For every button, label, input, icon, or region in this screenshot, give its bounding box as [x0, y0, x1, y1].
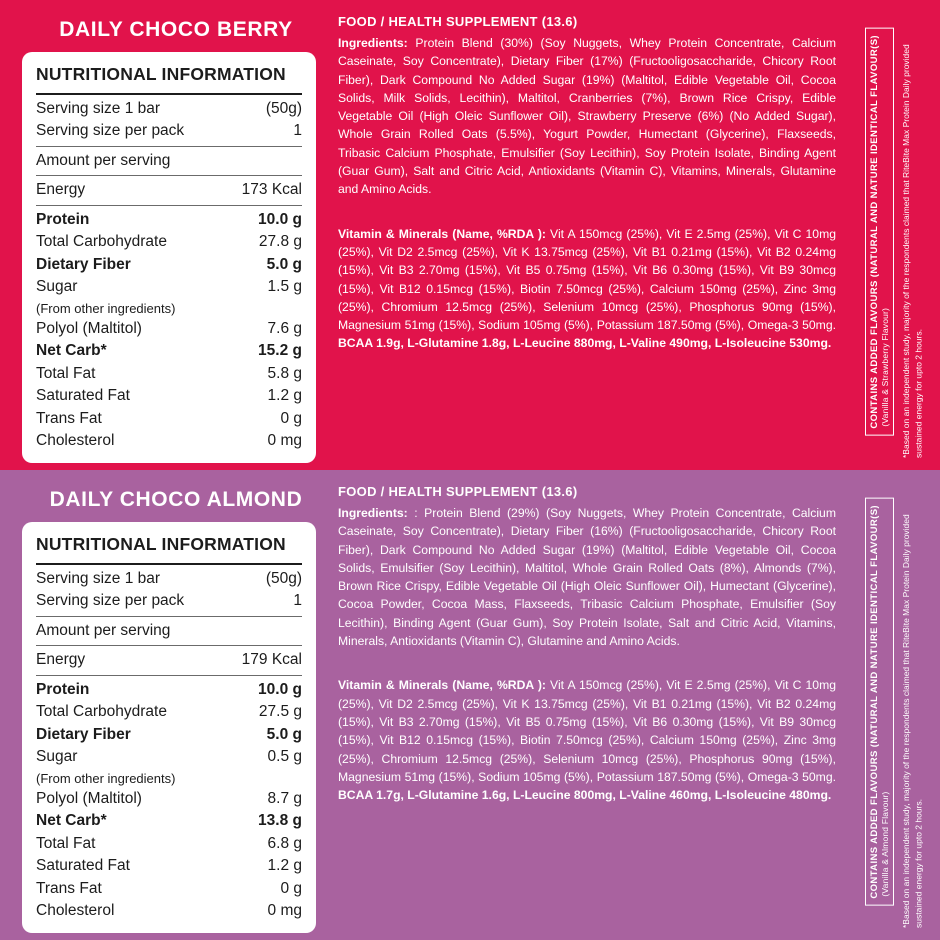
- nutrition-row-value: 27.8 g: [258, 233, 302, 251]
- nutrition-heading: NUTRITIONAL INFORMATION: [36, 64, 286, 84]
- nutrition-row-label: Net Carb*: [36, 812, 107, 830]
- nutrition-row-value: 0 mg: [267, 902, 302, 920]
- footnote: *Based on an independent study, majority of the respondents claimed that RiteBite Max Protein Daily provided sustained energy for upto 2 hours.: [901, 514, 924, 928]
- nutrition-row: [36, 430, 302, 452]
- flavour-note-title: CONTAINS ADDED FLAVOURS (NATURAL AND NATURE IDENTICAL FLAVOUR(S): [869, 505, 880, 899]
- nutrition-row-label: Energy: [36, 651, 86, 669]
- nutrition-card: [22, 522, 316, 933]
- nutrition-row: [36, 209, 302, 231]
- nutrition-row-label: Energy: [36, 181, 86, 199]
- divider: [36, 645, 302, 646]
- nutrition-row-label: Polyol (Maltitol): [36, 319, 142, 337]
- nutrition-row-value: 0.5 g: [267, 748, 302, 766]
- nutrition-row-label: Sugar: [36, 278, 78, 296]
- product-title: DAILY CHOCO ALMOND: [49, 488, 303, 511]
- nutrition-row-value: 1.2 g: [267, 387, 302, 405]
- nutrition-row-label: Serving size 1 bar: [36, 570, 161, 587]
- nutrition-row: [36, 150, 302, 172]
- nutrition-row-label: (From other ingredients): [36, 300, 176, 316]
- ingredients-label: Ingredients:: [338, 506, 408, 520]
- bcaa-text: BCAA 1.7g, L-Glutamine 1.6g, L-Leucine 800mg, L-Valine 460mg, L-Isoleucine 480mg.: [338, 788, 832, 803]
- nutrition-row-label: Serving size per pack: [36, 592, 185, 610]
- nutrition-row: [36, 98, 302, 120]
- nutrition-row-value: 8.7 g: [267, 789, 302, 807]
- nutrition-row-value: 10.0 g: [258, 680, 302, 698]
- vitamins-label: Vitamin & Minerals (Name, %RDA ):: [338, 226, 546, 241]
- nutrition-row-label: Sugar: [36, 748, 78, 766]
- nutrition-row-label: Amount per serving: [36, 151, 171, 169]
- nutrition-row: [36, 363, 302, 385]
- nutrition-row: [36, 340, 302, 362]
- nutrition-row: [36, 855, 302, 877]
- nutrition-row-value: 27.5 g: [258, 703, 302, 721]
- nutrition-row-value: 1.5 g: [267, 278, 302, 296]
- nutrition-row-value: 13.8 g: [258, 812, 302, 830]
- nutrition-row-label: Total Fat: [36, 834, 96, 852]
- nutrition-row-label: Serving size 1 bar: [36, 100, 161, 117]
- nutrition-row: [36, 318, 302, 340]
- vitamins-text: Vit A 150mcg (25%), Vit E 2.5mg (25%), Vit C 10mg (25%), Vit D2 2.5mcg (25%), Vit K 13.75mcg (25%), Vit B1 0.21mg (15%), Vit B2 0.24mg (15%), Vit B3 2.70mg (15%), Vit B5 0.75mg (15%), Vit B6 0.30mg (15%), Vit B9 30mcg (15%), Vit B12 0.15mcg (15%), Biotin 7.50mcg (25%), Calcium 150mg (25%), Zinc 3mg (25%), Chromium 12.5mcg (25%), Selenium 10mcg (25%), Phosphorus 90mg (15%), Magnesium 51mg (15%), Sodium 105mg (5%), Potassium 187.50mg (5%), Omega-3 50mg.: [338, 226, 837, 333]
- nutrition-row: [36, 620, 302, 642]
- flavour-note-box: [865, 28, 894, 436]
- divider: [36, 175, 302, 176]
- nutrition-row-value: 10.0 g: [258, 210, 302, 228]
- ingredients-text: Protein Blend (30%) (Soy Nuggets, Whey Protein Concentrate, Calcium Caseinate, Soy Concentrate), Dietary Fiber (17%) (Fructooligosaccharide, Chicory Root Fiber), Dark Compound No Added Sugar (19%) (Maltitol, Edible Vegetable Oil, Cocoa Solids, Milk Solids, Lecithin), Maltitol, Cranberries (7%), Brown Rice Crispy, Edible Vegetable Oil (High Oleic Sunflower Oil), Strawberry Preserve (6%) (No Added Sugar), Whole Grain Rolled Oats (5.5%), Yogurt Powder, Humectant (Glycerine), Flaxseeds, Tribasic Calcium Phosphate, Emulsifier (Soy Lecithin), Soy Protein Isolate, Binding Agent (Guar Gum), Salt and Citric Acid, Antioxidants (Vitamin C), Vitamins, Minerals, Glutamine and Amino Acids.: [338, 36, 837, 197]
- flavour-note-sub: (Vanilla & Almond Flavour): [880, 791, 890, 897]
- nutrition-row: [36, 299, 302, 318]
- nutrition-row-value: 5.0 g: [266, 255, 302, 273]
- nutrition-row-value: (50g): [265, 100, 302, 117]
- flavour-note-sub: (Vanilla & Strawberry Flavour): [880, 307, 890, 427]
- nutrition-row-label: Cholesterol: [36, 902, 115, 920]
- nutrition-row-label: Trans Fat: [36, 879, 102, 897]
- left-column: [10, 480, 330, 930]
- nutrition-row: [36, 276, 302, 298]
- nutrition-row-value: 0 g: [280, 879, 302, 897]
- nutrition-row: [36, 408, 302, 430]
- nutrition-row: [36, 833, 302, 855]
- nutrition-heading: NUTRITIONAL INFORMATION: [36, 534, 286, 554]
- nutrition-row-label: Saturated Fat: [36, 857, 130, 875]
- nutrition-row: [36, 231, 302, 253]
- ingredients-paragraph: [338, 34, 836, 199]
- nutrition-row: [36, 769, 302, 788]
- nutrition-row: [36, 679, 302, 701]
- ingredients-paragraph: [338, 504, 836, 650]
- nutrition-row-value: 179 Kcal: [241, 651, 302, 669]
- nutrition-row-value: 173 Kcal: [241, 181, 302, 199]
- bcaa-text: BCAA 1.9g, L-Glutamine 1.8g, L-Leucine 880mg, L-Valine 490mg, L-Isoleucine 530mg.: [338, 336, 832, 351]
- vitamins-text: Vit A 150mcg (25%), Vit E 2.5mg (25%), Vit C 10mg (25%), Vit D2 2.5mcg (25%), Vit K 13.75mcg (25%), Vit B1 0.21mg (15%), Vit B2 0.24mg (15%), Vit B3 2.70mg (15%), Vit B5 0.75mg (15%), Vit B6 0.30mg (15%), Vit B9 30mcg (15%), Vit B12 0.15mcg (15%), Biotin 7.50mcg (25%), Calcium 150mg (25%), Zinc 3mg (25%), Chromium 12.5mcg (25%), Selenium 10mcg (25%), Phosphorus 90mg (15%), Magnesium 51mg (15%), Sodium 105mg (5%), Potassium 187.50mg (5%), Omega-3 50mg.: [338, 678, 837, 784]
- middle-column: [330, 10, 844, 460]
- vitamins-paragraph: [338, 676, 836, 804]
- nutrition-row: [36, 878, 302, 900]
- flavour-note-title: CONTAINS ADDED FLAVOURS (NATURAL AND NATURE IDENTICAL FLAVOUR(S): [869, 35, 880, 429]
- nutrition-row-label: Polyol (Maltitol): [36, 789, 142, 807]
- nutrition-row-label: Net Carb*: [36, 342, 107, 360]
- nutrition-row-label: Total Carbohydrate: [36, 703, 167, 721]
- nutrition-row: [36, 568, 302, 590]
- nutrition-row-label: Dietary Fiber: [36, 255, 131, 273]
- nutrition-row: [36, 254, 302, 276]
- ingredients-label: Ingredients:: [338, 36, 408, 50]
- nutrition-row: [36, 724, 302, 746]
- nutrition-row-label: Trans Fat: [36, 409, 102, 427]
- nutrition-row: [36, 788, 302, 810]
- nutrition-row-value: 0 mg: [267, 432, 302, 450]
- flavour-note-box: [865, 498, 894, 906]
- nutrition-row-value: 15.2 g: [258, 342, 302, 360]
- left-column: [10, 10, 330, 460]
- nutrition-row-value: 1: [293, 592, 302, 610]
- nutrition-row-value: 1.2 g: [267, 857, 302, 875]
- nutrition-row-label: Protein: [36, 210, 90, 228]
- nutrition-row-label: Dietary Fiber: [36, 725, 131, 743]
- divider: [36, 205, 302, 206]
- divider: [36, 146, 302, 147]
- nutrition-row-value: 0 g: [280, 409, 302, 427]
- nutrition-row-value: 1: [293, 122, 302, 140]
- footnote: *Based on an independent study, majority of the respondents claimed that RiteBite Max Protein Daily provided sustained energy for upto 2 hours.: [901, 44, 924, 458]
- nutrition-row-label: (From other ingredients): [36, 770, 176, 786]
- nutrition-row: [36, 385, 302, 407]
- middle-column: [330, 480, 844, 930]
- divider: [36, 675, 302, 676]
- divider: [36, 93, 302, 95]
- nutrition-row-label: Serving size per pack: [36, 122, 185, 140]
- vitamins-paragraph: [338, 225, 836, 353]
- nutrition-row: [36, 746, 302, 768]
- nutrition-row-value: 7.6 g: [267, 319, 302, 337]
- nutrition-row: [36, 120, 302, 142]
- product-panel-almond: [0, 470, 940, 940]
- divider: [36, 616, 302, 617]
- nutrition-row-label: Amount per serving: [36, 621, 171, 639]
- nutrition-rows-berry: [36, 98, 302, 453]
- nutrition-row-label: Protein: [36, 680, 90, 698]
- nutrition-row: [36, 590, 302, 612]
- nutrition-rows-almond: [36, 568, 302, 923]
- category-label: FOOD / HEALTH SUPPLEMENT (13.6): [338, 14, 578, 29]
- nutrition-row-value: 6.8 g: [267, 834, 302, 852]
- nutrition-row: [36, 701, 302, 723]
- nutrition-row: [36, 900, 302, 922]
- product-title: DAILY CHOCO BERRY: [59, 18, 293, 41]
- nutrition-row-label: Cholesterol: [36, 432, 115, 450]
- nutrition-row-value: 5.8 g: [267, 364, 302, 382]
- right-column: [844, 10, 930, 460]
- ingredients-text: : Protein Blend (29%) (Soy Nuggets, Whey Protein Concentrate, Calcium Caseinate, Soy Concentrate), Dietary Fiber (16%) (Fructooligosaccharide, Chicory Root Fiber), Dark Compound No Added Sugar (19%) (Maltitol, Edible Vegetable Oil, Cocoa Solids, Emulsifier (Soy Lecithin), Maltitol, Whole Grain Rolled Oats (8%), Almonds (7%), Brown Rice Crispy, Edible Vegetable Oil (High Oleic Sunflower Oil), Humectant (Glycerine), Cocoa Powder, Cocoa Mass, Flaxseeds, Tribasic Calcium Phosphate, Emulsifier (Soy Lecithin), Binding Agent (Guar Gum), Soy Protein Isolate, Salt and Citric Acid, Vitamins, Minerals, Antioxidants (Vitamin C), Glutamine and Amino Acids.: [338, 506, 836, 649]
- nutrition-row-label: Total Fat: [36, 364, 96, 382]
- divider: [36, 563, 302, 565]
- nutrition-row-value: (50g): [265, 570, 302, 587]
- nutrition-row: [36, 179, 302, 201]
- vitamins-label: Vitamin & Minerals (Name, %RDA ):: [338, 678, 546, 693]
- category-label: FOOD / HEALTH SUPPLEMENT (13.6): [338, 484, 578, 499]
- nutrition-row-value: 5.0 g: [266, 725, 302, 743]
- right-column: [844, 480, 930, 930]
- nutrition-row: [36, 810, 302, 832]
- nutrition-row-label: Saturated Fat: [36, 387, 130, 405]
- nutrition-row: [36, 649, 302, 671]
- nutrition-card: [22, 52, 316, 463]
- nutrition-row-label: Total Carbohydrate: [36, 233, 167, 251]
